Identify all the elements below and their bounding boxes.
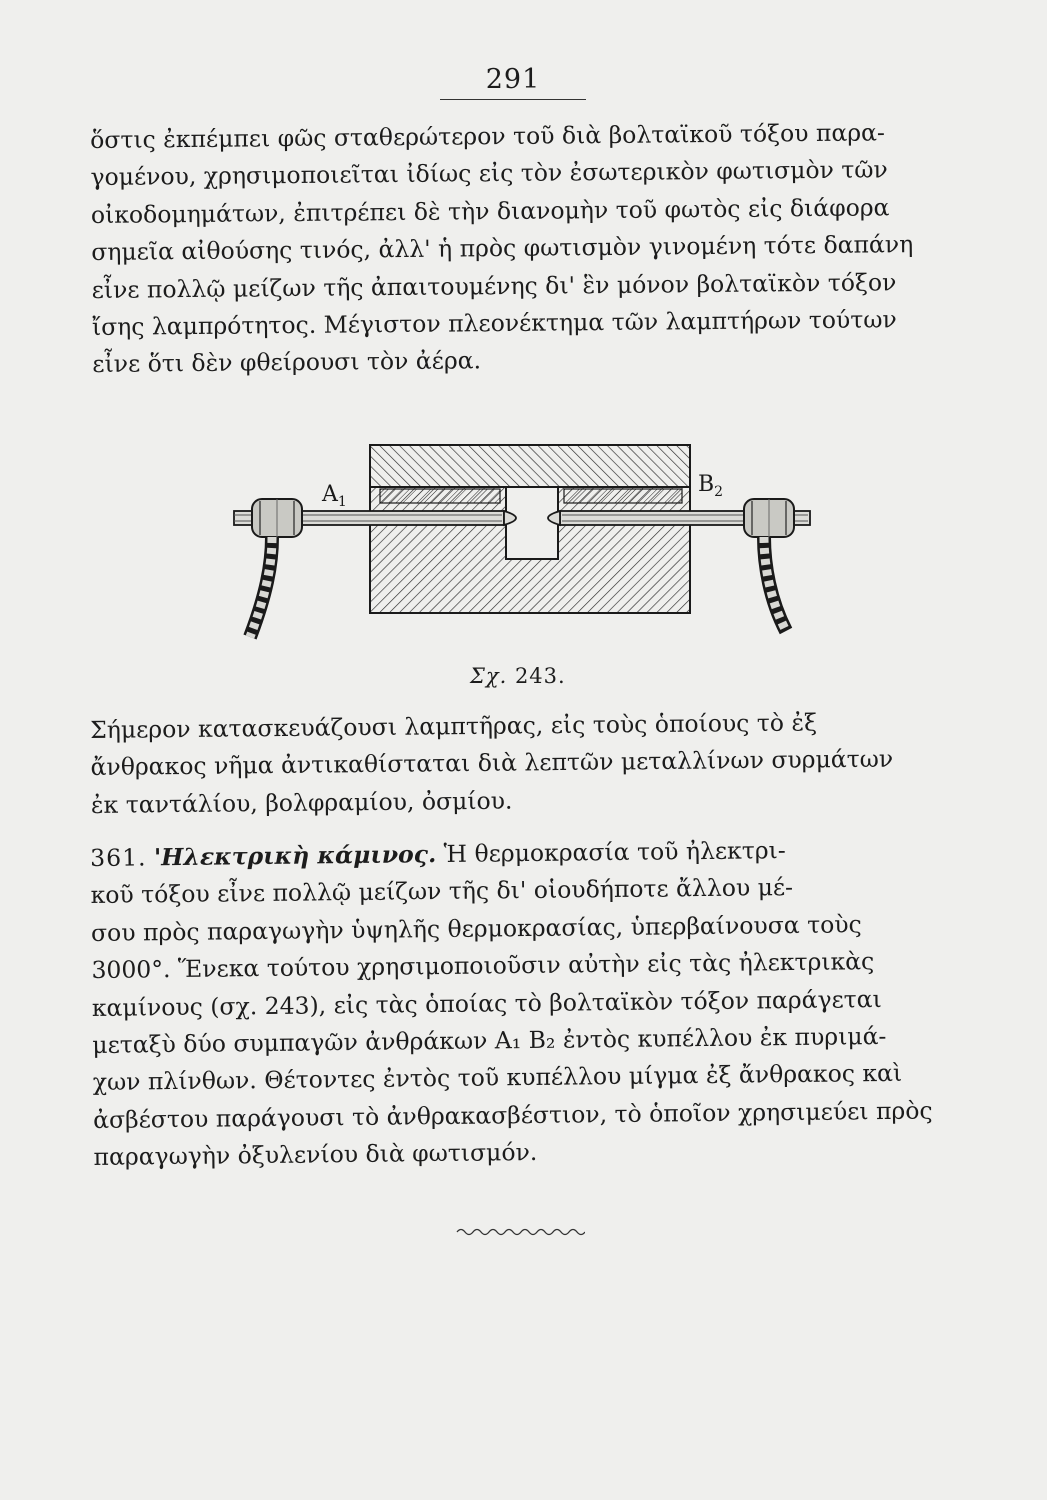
text-line: χων πλίνθων. Θέτοντες ἐντὸς τοῦ κυπέλλου μίγμα ἐξ ἄνθρακος καὶ <box>92 1059 903 1097</box>
section-first-line: Ἡ θερμοκρασία τοῦ ἠλεκτρι- <box>443 836 786 868</box>
text-line: καμίνους (σχ. 243), εἰς τὰς ὁποίας τὸ βολταϊκὸν τόξον παράγεται <box>91 984 882 1022</box>
section-title: 'Ηλεκτρικὴ κάμινος. <box>153 840 437 872</box>
right-clamp <box>744 499 794 537</box>
label-b: B <box>698 472 715 497</box>
label-a: A <box>322 482 338 507</box>
left-cable <box>250 537 272 637</box>
text-line: 3000°. Ἕνεκα τούτου χρησιμοποιοῦσιν αὐτὴν εἰς τὰς ἠλεκτρικὰς <box>91 947 875 985</box>
paragraph-2 <box>90 703 906 824</box>
paragraph-1 <box>90 114 914 384</box>
section-number: 361. <box>90 843 147 872</box>
text-line: ὅστις ἐκπέμπει φῶς σταθερώτερον τοῦ διὰ βολταϊκοῦ τόξου παρα- <box>90 118 886 154</box>
section-361 <box>90 831 933 1177</box>
text-line: σημεῖα αἰθούσης τινός, ἀλλ' ἡ πρὸς φωτισμὸν γινομένη τότε δαπάνη <box>91 230 914 267</box>
left-clamp <box>252 499 302 537</box>
label-b-sub: 2 <box>714 484 724 500</box>
figure-caption <box>470 664 566 688</box>
text-line: εἶνε ὅτι δὲν φθείρουσι τὸν ἀέρα. <box>92 346 482 379</box>
label-a-sub: 1 <box>337 494 347 510</box>
text-line: σου πρὸς παραγωγὴν ὑψηλῆς θερμοκρασίας, ὑπερβαίνουσα τοὺς <box>90 910 862 947</box>
text-line: ἄνθρακος νῆμα ἀντικαθίσταται διὰ λεπτῶν μεταλλίνων συρμάτων <box>90 744 894 782</box>
text-line: Σήμερον κατασκευάζουσι λαμπτῆρας, εἰς τοὺς ὁποίους τὸ ἐξ <box>90 708 818 744</box>
text-line: εἶνε πολλῷ μείζων τῆς ἀπαιτουμένης δι' ἓν μόνον βολταϊκὸν τόξον <box>91 267 897 304</box>
caption-number: 243. <box>514 664 566 688</box>
text-line: ἀσβέστου παράγουσι τὸ ἀνθρακασβέστιον, τὸ ὁποῖον χρησιμεύει πρὸς <box>93 1096 933 1134</box>
end-ornament <box>455 1225 585 1239</box>
text-line: ἴσης λαμπρότητος. Μέγιστον πλεονέκτημα τῶν λαμπτήρων τούτων <box>91 305 897 342</box>
furnace-body <box>370 487 690 613</box>
text-line: γομένου, χρησιμοποιεῖται ἰδίως εἰς τὸν ἐσωτερικὸν φωτισμὸν τῶν <box>90 155 888 192</box>
page-number: 291 <box>485 64 541 95</box>
furnace-lid <box>370 445 690 487</box>
text-line: παραγωγὴν ὀξυλενίου διὰ φωτισμόν. <box>93 1138 538 1172</box>
svg-text:A1 <box>321 482 347 510</box>
text-line: μεταξὺ δύο συμπαγῶν ἀνθράκων A₁ B₂ ἐντὸς κυπέλλου ἐκ πυριμά- <box>92 1022 887 1060</box>
right-cable <box>764 537 786 631</box>
svg-text:B2 <box>698 472 723 500</box>
text-line: ἐκ ταντάλίου, βολφραμίου, ὀσμίου. <box>90 786 513 819</box>
text-line: κοῦ τόξου εἶνε πολλῷ μείζων τῆς δι' οἱουδήποτε ἄλλου μέ- <box>90 873 794 910</box>
arc-furnace-figure <box>230 435 820 665</box>
page-number-rule <box>440 99 586 100</box>
text-line: οἰκοδομημάτων, ἐπιτρέπει δὲ τὴν διανομὴν τοῦ φωτὸς εἰς διάφορα <box>90 193 890 229</box>
caption-prefix: Σχ. <box>470 664 508 688</box>
